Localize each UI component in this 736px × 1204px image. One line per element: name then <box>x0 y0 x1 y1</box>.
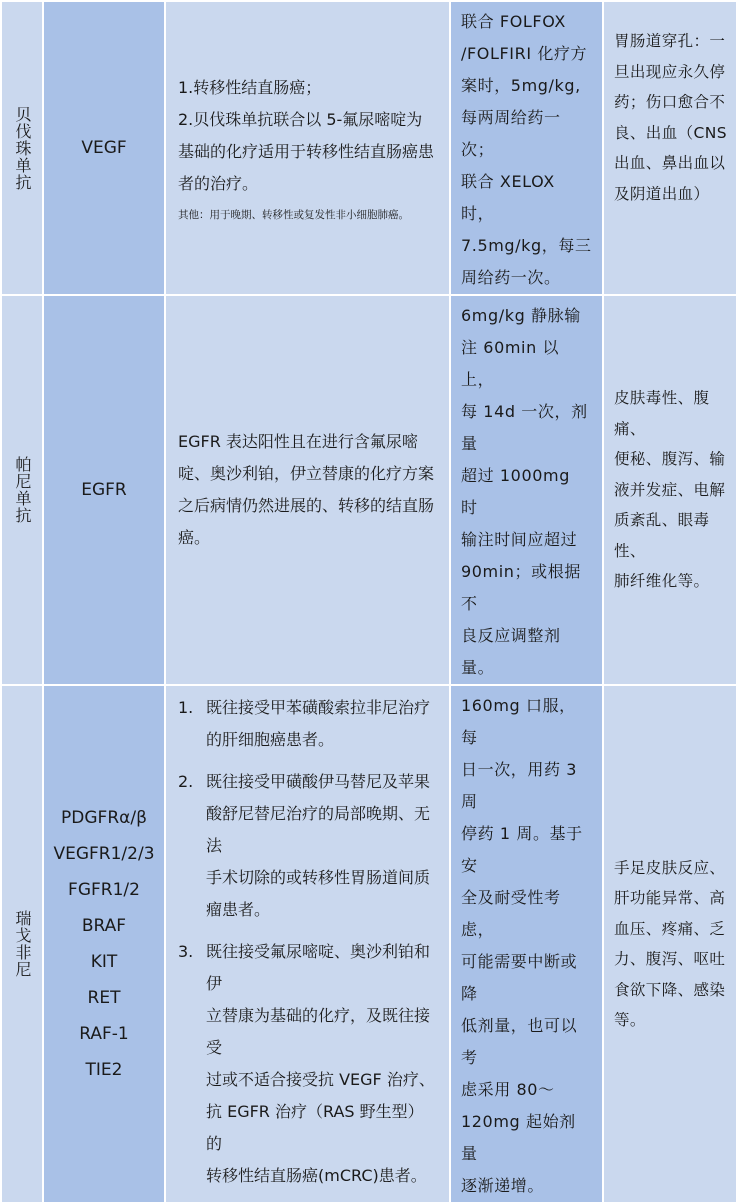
target-cell <box>43 295 165 685</box>
indication-line: 既往接受甲苯磺酸索拉非尼治疗 <box>206 698 431 717</box>
dosage-text <box>451 296 602 684</box>
indication-item-body <box>206 692 430 756</box>
adverse-line: 肝功能异常、高 <box>614 889 726 907</box>
indication-item-body <box>206 936 435 1192</box>
drug-name: 帕尼单抗 <box>13 456 32 524</box>
adverse-line: 肺纤维化等。 <box>614 572 710 591</box>
adverse-line: 食欲下降、感染 <box>614 980 726 999</box>
target-list <box>44 800 164 1088</box>
target-item: KIT <box>90 952 118 972</box>
dosage-line: 输注时间应超过 <box>461 530 578 549</box>
indication-line: 酸舒尼替尼治疗的局部晚期、无法 <box>206 804 431 855</box>
target-cell <box>43 1 165 295</box>
target-item: BRAF <box>81 916 127 936</box>
indication-line: 既往接受氟尿嘧啶、奥沙利铂和伊 <box>206 942 431 993</box>
indication-line: 之后病情仍然进展的、转移的结直肠 <box>178 496 435 515</box>
dosage-line: 日一次，用药 3 周 <box>461 760 578 811</box>
dosage-line: 7.5mg/kg，每三 <box>461 236 592 255</box>
target-item: PDGFRα/β <box>61 808 147 828</box>
target-item: EGFR <box>81 480 127 500</box>
indication-line: 过或不适合接受抗 VEGF 治疗、 <box>206 1070 435 1089</box>
table-body <box>1 1 736 1203</box>
indication-line: 抗 EGFR 治疗（RAS 野生型）的 <box>206 1102 424 1153</box>
indication-line: 立替康为基础的化疗，及既往接受 <box>206 1006 431 1057</box>
dosage-line: 160mg 口服，每 <box>461 696 576 747</box>
target-cell <box>43 685 165 1203</box>
dosage-line: 案时，5mg/kg, <box>461 76 581 95</box>
dosage-line: 90min；或根据不 <box>461 562 581 613</box>
adverse-line: 良、出血（CNS <box>614 123 727 142</box>
adverse-line: 皮肤毒性、腹痛、 <box>614 389 710 438</box>
target-item: TIE2 <box>85 1060 123 1080</box>
indication-line: 基础的化疗适用于转移性结直肠癌患 <box>178 142 435 161</box>
adverse-line: 便秘、腹泻、输 <box>614 450 726 469</box>
dosage-cell <box>450 685 603 1203</box>
adverse-line: 力、腹泻、呕吐 <box>614 950 726 968</box>
dosage-line: 良反应调整剂量。 <box>461 626 561 677</box>
dosage-line: 低剂量，也可以考 <box>461 1016 578 1067</box>
adverse-line: 等。 <box>614 1011 646 1029</box>
table-row <box>1 1 736 295</box>
adverse-effects-text <box>604 2 736 209</box>
target-item: FGFR1/2 <box>68 880 140 900</box>
indication-line: 者的治疗。 <box>178 174 259 193</box>
dosage-text <box>451 686 602 1202</box>
indication-item <box>178 692 435 756</box>
dosage-line: 6mg/kg 静脉输 <box>461 306 581 325</box>
indication-line: EGFR 表达阳性且在进行含氟尿嘧 <box>178 432 418 451</box>
adverse-line: 血压、疼痛、乏 <box>614 919 726 938</box>
indication-text <box>166 426 449 554</box>
dosage-line: 联合 FOLFOX <box>461 12 566 31</box>
dosage-line: 120mg 起始剂量 <box>461 1112 576 1163</box>
adverse-line: 液并发症、电解 <box>614 480 726 499</box>
dosage-line: 停药 1 周。基于安 <box>461 824 583 875</box>
dosage-line: /FOLFIRI 化疗方 <box>461 44 588 63</box>
target-list <box>44 472 164 508</box>
dosage-cell <box>450 1 603 295</box>
dosage-line: 每 14d 一次，剂量 <box>461 402 588 453</box>
indication-line: 瘤患者。 <box>206 900 271 919</box>
dosage-line: 注 60min 以上， <box>461 338 560 389</box>
table-row <box>1 295 736 685</box>
indication-line: 2.贝伐珠单抗联合以 5-氟尿嘧啶为 <box>178 110 423 129</box>
adverse-effects-text <box>604 383 736 597</box>
drug-name-cell <box>1 685 43 1203</box>
drug-name: 瑞戈非尼 <box>13 910 32 978</box>
indication-item-body <box>206 766 435 926</box>
indication-note: 其他：用于晚期、转移性或复发性非小细胞肺癌。 <box>178 209 409 221</box>
dosage-line: 逐渐递增。 <box>461 1176 545 1195</box>
adverse-line: 药；伤口愈合不 <box>614 93 726 111</box>
drug-name-cell <box>1 295 43 685</box>
indication-line: 手术切除的或转移性胃肠道间质 <box>206 868 431 887</box>
target-item: VEGFR1/2/3 <box>53 844 155 864</box>
indication-item-number: 1. <box>178 698 194 717</box>
dosage-cell <box>450 295 603 685</box>
adverse-effects-cell <box>603 295 736 685</box>
dosage-line: 联合 XELOX 时， <box>461 172 555 223</box>
indication-line: 的肝细胞癌患者。 <box>206 730 335 749</box>
indication-line: 既往接受甲磺酸伊马替尼及苹果 <box>206 772 431 791</box>
adverse-effects-cell <box>603 1 736 295</box>
dosage-line: 周给药一次。 <box>461 268 561 287</box>
indication-cell <box>165 685 450 1203</box>
dosage-line: 超过 1000mg 时 <box>461 466 570 517</box>
target-list <box>44 130 164 166</box>
drug-name-cell <box>1 1 43 295</box>
dosage-line: 全及耐受性考虑， <box>461 888 561 939</box>
dosage-line: 可能需要中断或降 <box>461 952 578 1003</box>
adverse-line: 胃肠道穿孔：一 <box>614 32 726 50</box>
adverse-line: 质紊乱、眼毒性、 <box>614 511 710 560</box>
indication-item-number: 2. <box>178 772 194 791</box>
adverse-effects-cell <box>603 685 736 1203</box>
indication-line: 啶、奥沙利铂，伊立替康的化疗方案 <box>178 464 435 483</box>
target-item: RAF-1 <box>79 1024 129 1044</box>
indication-item-number: 3. <box>178 942 194 961</box>
indication-item <box>178 936 435 1192</box>
drug-name: 贝伐珠单抗 <box>13 105 32 191</box>
indication-text <box>166 692 449 1192</box>
indication-item <box>178 766 435 926</box>
adverse-line: 及阴道出血） <box>614 184 710 203</box>
indication-cell <box>165 1 450 295</box>
adverse-effects-text <box>604 853 736 1036</box>
indication-line: 1.转移性结直肠癌； <box>178 78 322 97</box>
target-item: RET <box>87 988 121 1008</box>
adverse-line: 出血、鼻出血以 <box>614 154 726 172</box>
dosage-line: 虑采用 80～ <box>461 1080 555 1099</box>
indication-text <box>166 72 449 224</box>
adverse-line: 旦出现应永久停 <box>614 62 726 81</box>
dosage-text <box>451 2 602 294</box>
target-item: VEGF <box>81 138 127 158</box>
indication-cell <box>165 295 450 685</box>
adverse-line: 手足皮肤反应、 <box>614 858 726 877</box>
indication-line: 癌。 <box>178 528 211 547</box>
indication-line: 转移性结直肠癌(mCRC)患者。 <box>206 1166 427 1185</box>
table-row <box>1 685 736 1203</box>
dosage-line: 每两周给药一次； <box>461 108 561 159</box>
